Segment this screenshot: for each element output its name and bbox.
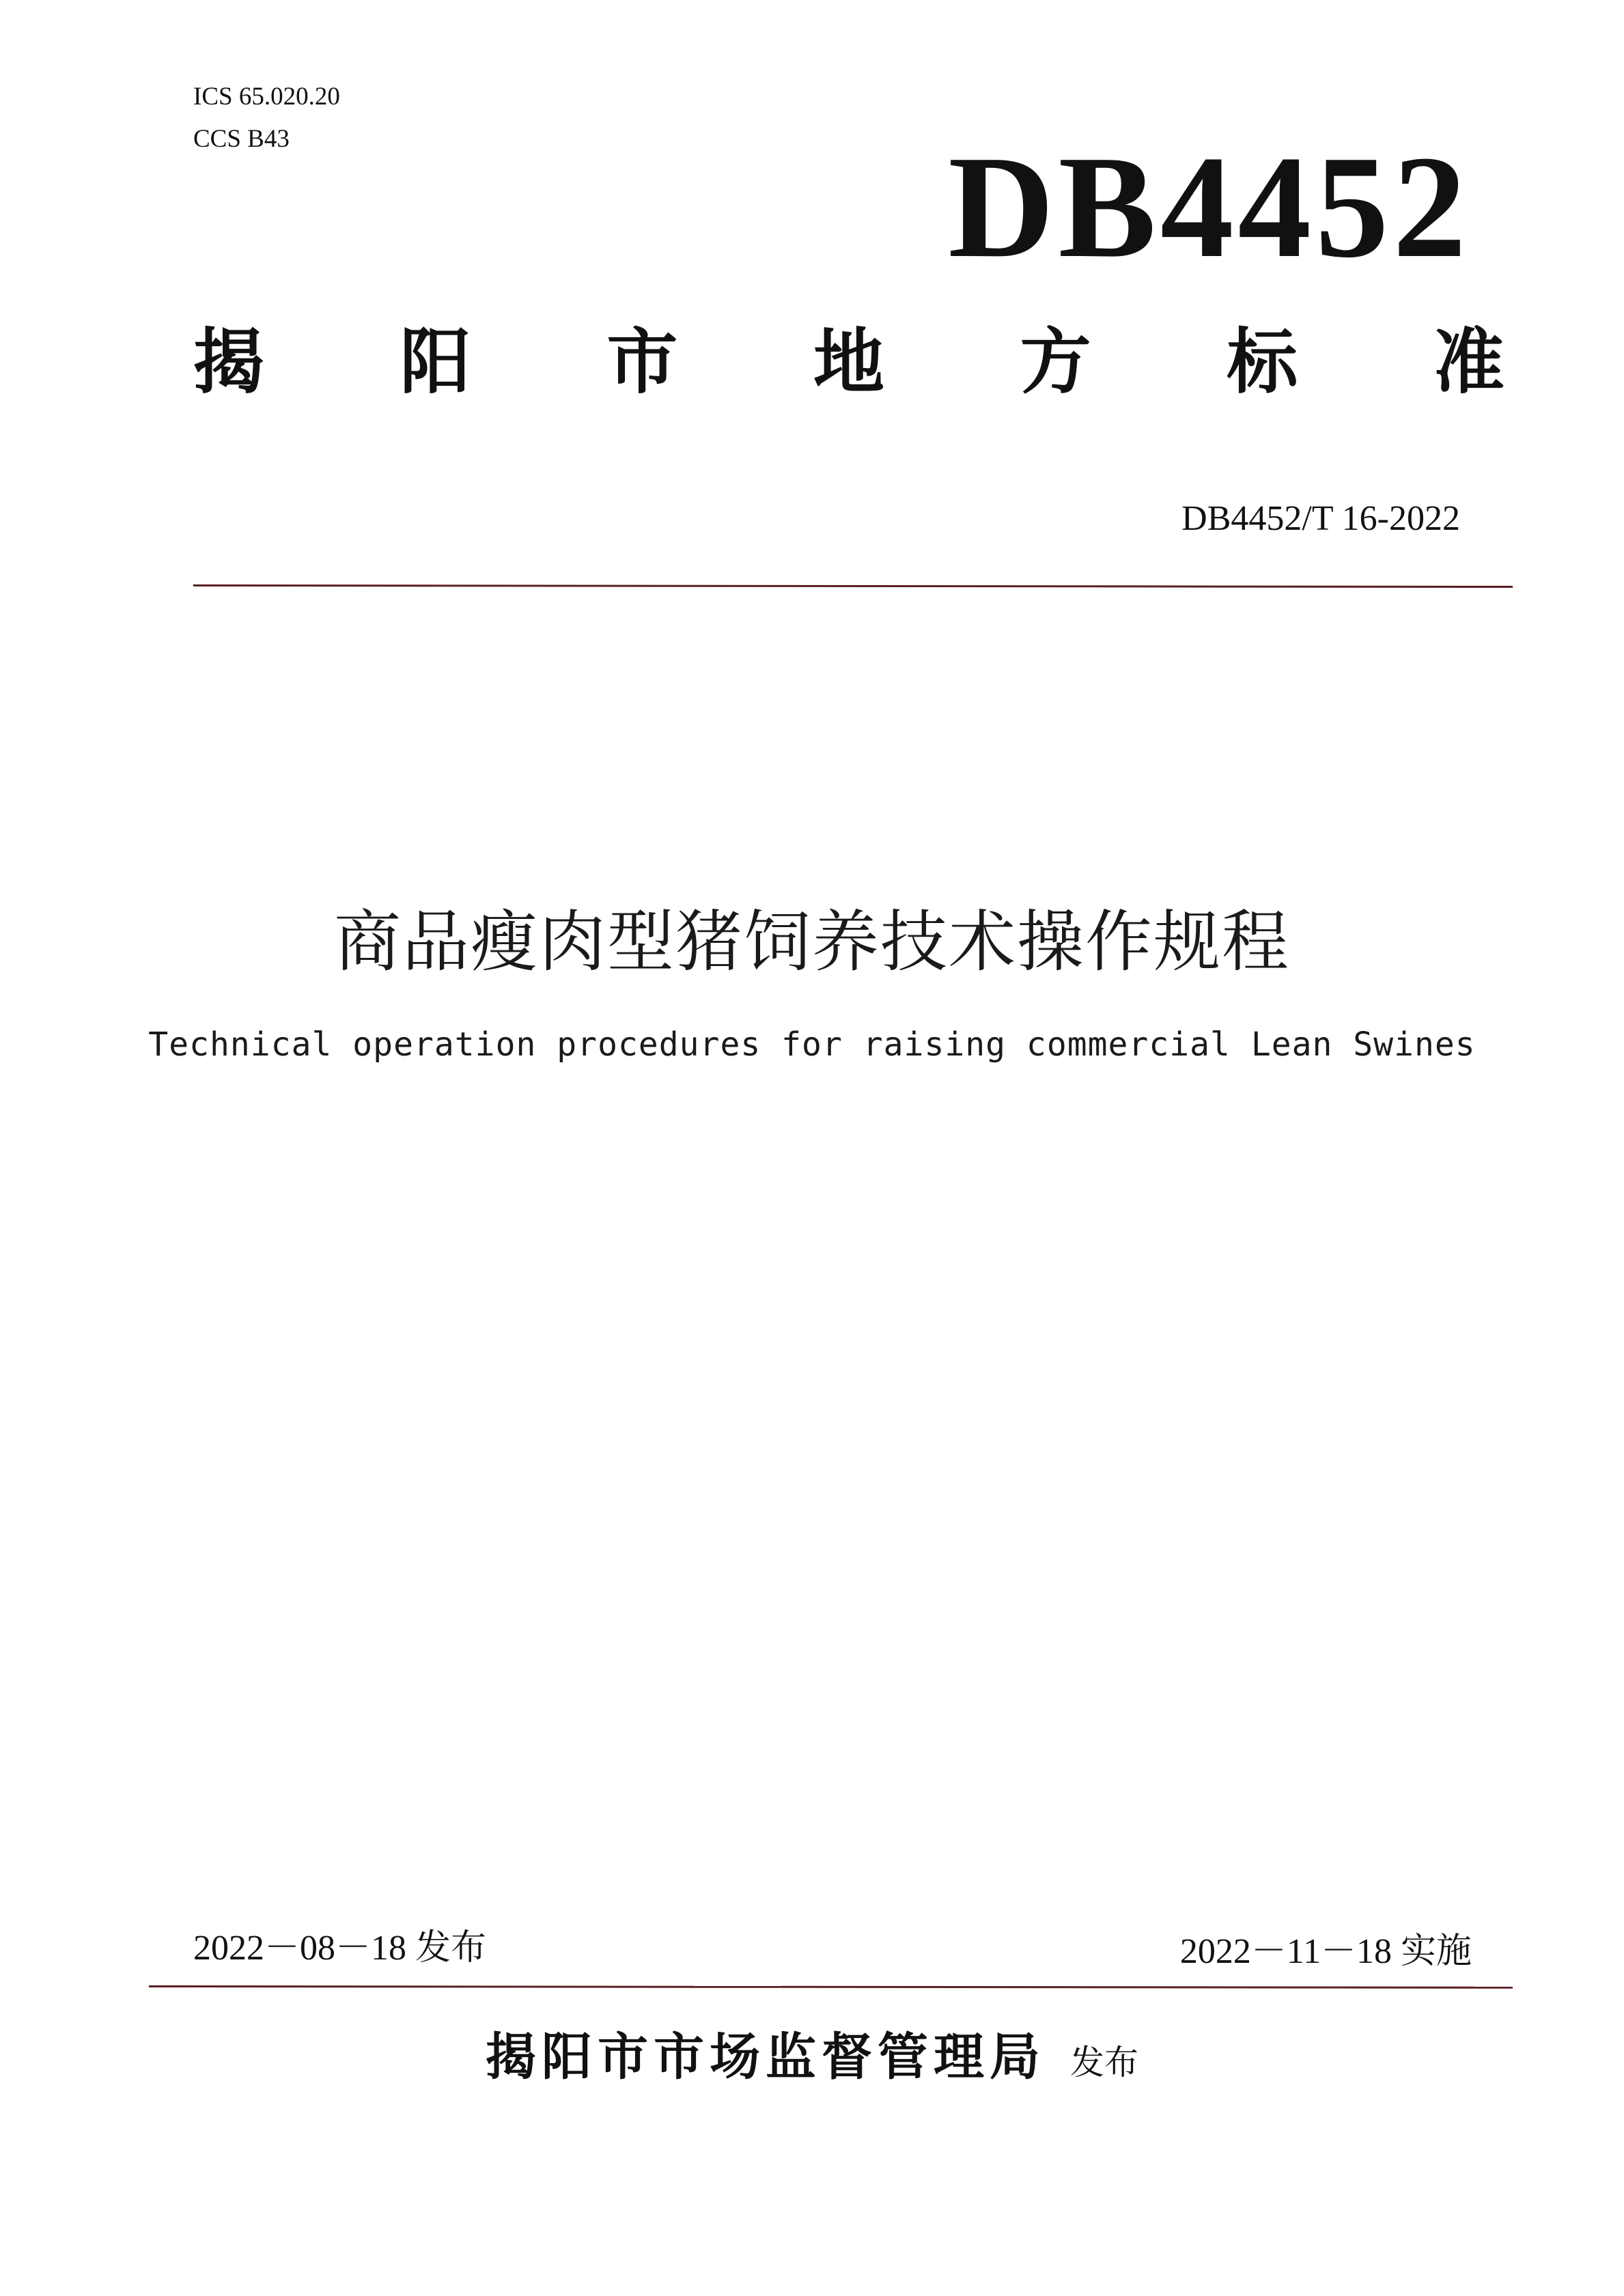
standard-type-char: 揭 (193, 320, 265, 403)
standard-number: DB4452/T 16-2022 (1181, 499, 1460, 538)
bottom-divider (149, 1985, 1513, 1989)
standard-type-char: 标 (1227, 320, 1298, 403)
issuer-line (0, 2026, 1624, 2093)
implement-date: 2022－11－18 实施 (1179, 1932, 1472, 1971)
document-title-cn: 商品瘦肉型猪饲养技术操作规程 (333, 903, 1290, 981)
publish-date: 2022－08－18 发布 (193, 1929, 487, 1968)
standard-type-char: 市 (606, 320, 678, 403)
standard-type-heading (193, 321, 1504, 403)
standard-type-char: 阳 (400, 320, 471, 403)
issuer-suffix: 发布 (1070, 2043, 1138, 2082)
ccs-code: CCS B43 (193, 125, 290, 153)
ics-code: ICS 65.020.20 (193, 83, 340, 111)
document-title-en: Technical operation procedures for raising commercial Lean Swines (148, 1025, 1476, 1064)
issuer-name: 揭阳市市场监督管理局 (486, 2028, 1046, 2086)
standard-code-large: DB4452 (948, 125, 1470, 288)
standard-type-char: 地 (813, 320, 884, 403)
standard-type-char: 准 (1433, 320, 1504, 403)
standard-type-char: 方 (1020, 320, 1091, 403)
top-divider (193, 584, 1513, 588)
